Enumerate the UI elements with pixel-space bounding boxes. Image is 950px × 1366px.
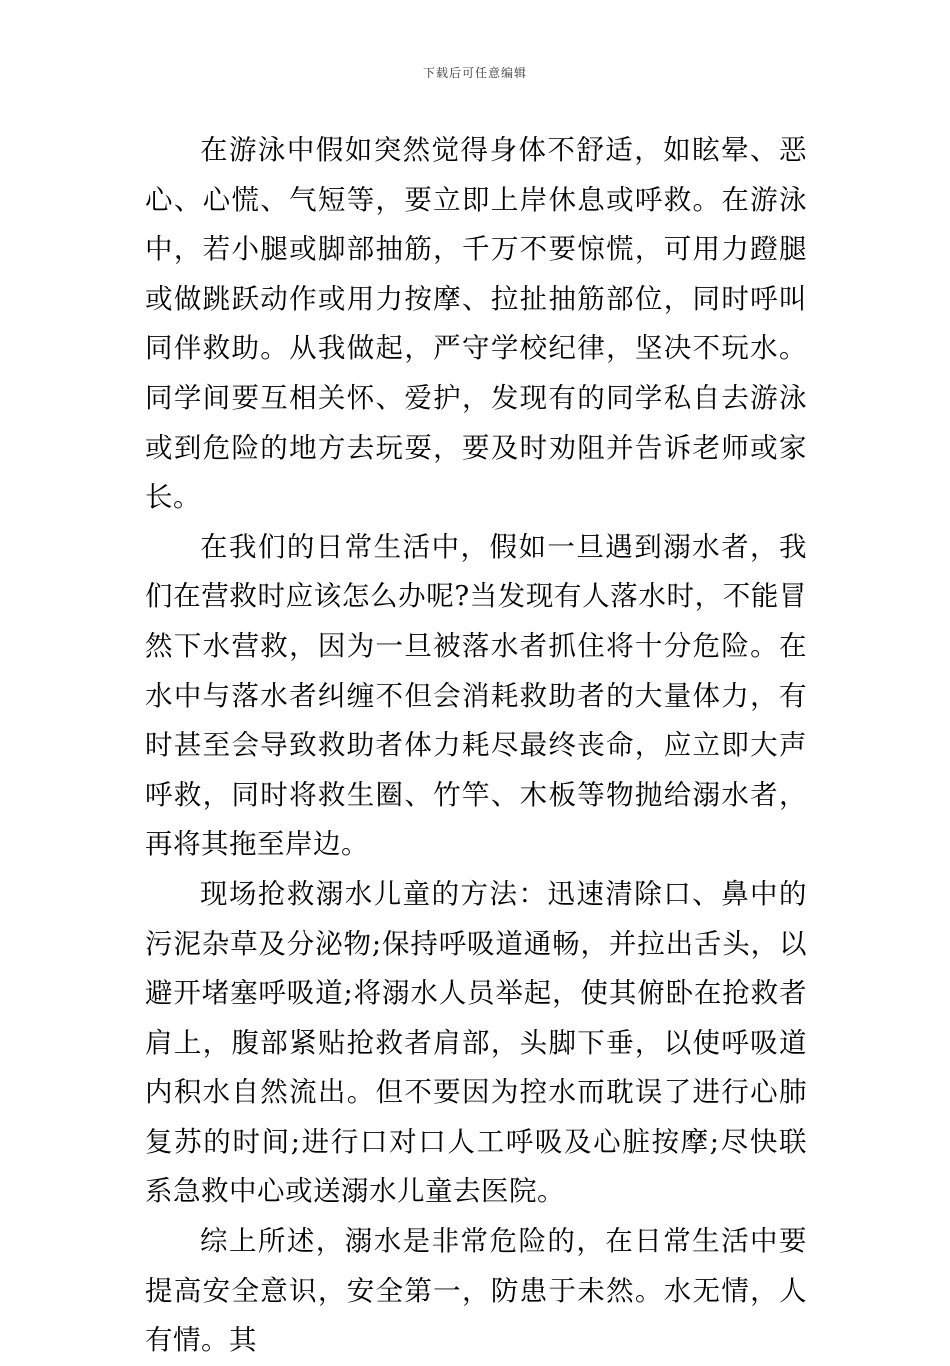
paragraph-first-aid: 现场抢救溺水儿童的方法：迅速清除口、鼻中的污泥杂草及分泌物;保持呼吸道通畅，并拉出舌头，以避开堵塞呼吸道;将溺水人员举起，使其俯卧在抢救者肩上，腹部紧贴抢救者肩部，头脚下垂，以使呼吸道内积水自然流出。但不要因为控水而耽误了进行心肺复苏的时间;进行口对口人工呼吸及心脏按摩;尽快联系急救中心或送溺水儿童去医院。 bbox=[145, 877, 807, 1208]
document-body bbox=[145, 126, 807, 1366]
paragraph-summary: 综上所述，溺水是非常危险的，在日常生活中要提高安全意识，安全第一，防患于未然。水无情，人有情。其 bbox=[145, 1225, 807, 1357]
paragraph-swimming-safety: 在游泳中假如突然觉得身体不舒适，如眩晕、恶心、心慌、气短等，要立即上岸休息或呼救。在游泳中，若小腿或脚部抽筋，千万不要惊慌，可用力蹬腿或做跳跃动作或用力按摩、拉扯抽筋部位，同时呼叫同伴救助。从我做起，严守学校纪律，坚决不玩水。同学间要互相关怀、爱护，发现有的同学私自去游泳或到危险的地方去玩耍，要及时劝阻并告诉老师或家长。 bbox=[145, 134, 807, 514]
download-edit-note: 下载后可任意编辑 bbox=[422, 66, 527, 80]
paragraph-rescue-method: 在我们的日常生活中，假如一旦遇到溺水者，我们在营救时应该怎么办呢?当发现有人落水时，不能冒然下水营救，因为一旦被落水者抓住将十分危险。在水中与落水者纠缠不但会消耗救助者的大量体力，有时甚至会导致救助者体力耗尽最终丧命，应立即大声呼救，同时将救生圈、竹竿、木板等物抛给溺水者，再将其拖至岸边。 bbox=[145, 530, 807, 861]
